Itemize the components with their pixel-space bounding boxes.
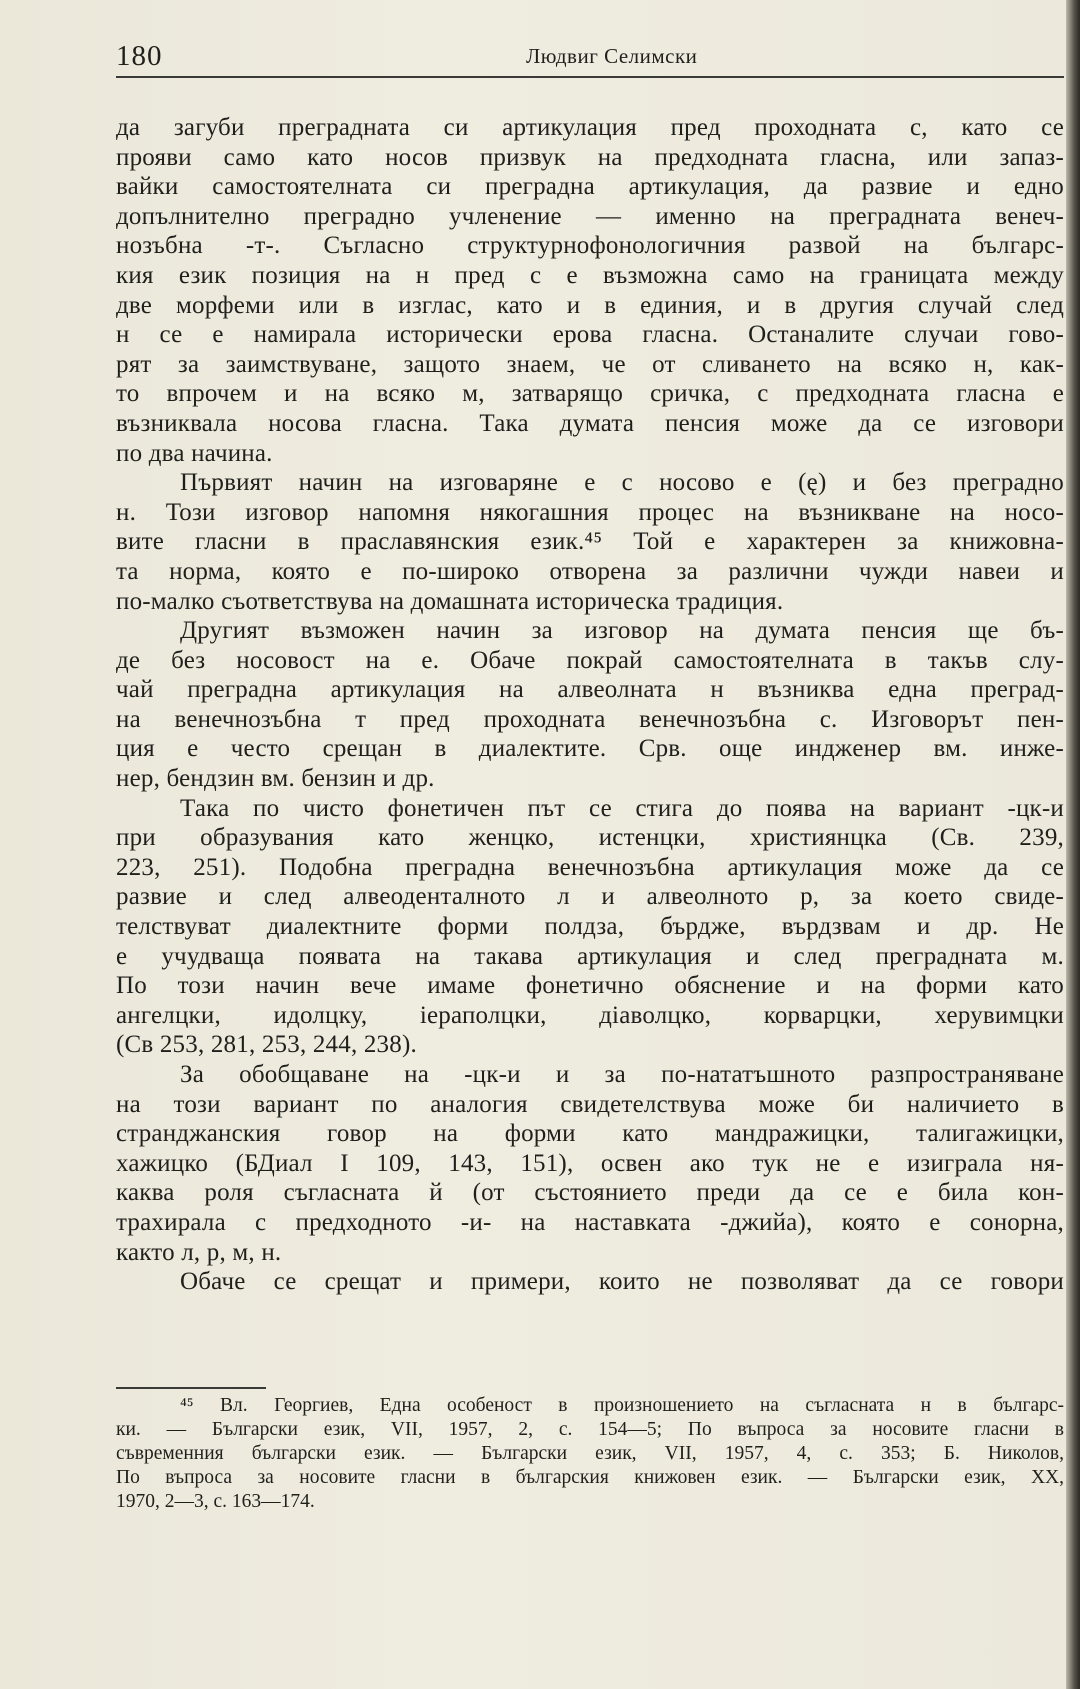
text-line: възниквала носова гласна. Така думата пенсия може да се изговори [116, 409, 1064, 437]
text-line: да загуби преградната си артикулация пред проходната с, като се [116, 114, 1064, 141]
paragraph-start: За обобщаване на -цк-и и за по-нататъшното разпространяване [180, 1061, 1064, 1088]
running-head: Людвиг Селимски [526, 44, 698, 68]
footnote-line: 1970, 2—3, с. 163—174. [116, 1491, 315, 1512]
text-line: при образувания като женцко, истенцки, християнцка (Св. 239, [116, 824, 1064, 852]
footnote-rule [116, 1387, 266, 1389]
text-line: н. Този изговор напомня някогашния процес на възникване на носо- [116, 498, 1064, 526]
footnote [116, 1394, 1064, 1514]
footnote-line: ⁴⁵ Вл. Георгиев, Една особеност в произношението на съгласната н в българс- [180, 1395, 1064, 1416]
header-rule [116, 76, 1064, 78]
text-line: де без носовост на е. Обаче покрай самостоятелната в такъв слу- [116, 646, 1064, 674]
text-line: развие и след алвеоденталното л и алвеолното р, за което свиде- [116, 883, 1064, 911]
text-line: по два начина. [116, 439, 273, 467]
text-line: н се е намирала исторически ерова гласна. Останалите случаи гово- [116, 321, 1064, 349]
text-line: (Св 253, 281, 253, 244, 238). [116, 1031, 417, 1059]
text-line: нер, бендзин вм. бензин и др. [116, 765, 435, 793]
text-line: кия език позиция на н пред с е възможна само на границата между [116, 261, 1064, 289]
text-line: допълнително преградно учленение — именно на преградната венеч- [116, 202, 1064, 230]
text-line: та норма, която е по-широко отворена за различни чужди навеи и [116, 557, 1064, 585]
text-line: По този начин вече имаме фонетично обяснение и на форми като [116, 972, 1064, 1000]
text-line: рят за заимствуване, защото знаем, че от сливането на всяко н, как- [116, 350, 1064, 378]
text-line: е учудваща появата на такава артикулация и след преградната м. [116, 942, 1064, 970]
text-line: както л, р, м, н. [116, 1238, 282, 1266]
text-line: 223, 251). Подобна преградна венечнозъбна артикулация може да се [116, 853, 1064, 881]
text-line: по-малко съответствува на домашната историческа традиция. [116, 587, 784, 615]
footnote-line: ки. — Български език, VII, 1957, 2, с. 154—5; По въпроса за носовите гласни в [116, 1419, 1064, 1440]
body-text [116, 113, 1064, 1297]
page-edge-shadow [1066, 0, 1080, 1689]
text-line: ангелцки, идолцку, ieраполцки, дiаволцко, корварцки, херувимцки [116, 1001, 1064, 1029]
text-line: ция е често срещан в диалектите. Срв. още инджeнер вм. инже- [116, 735, 1064, 763]
footnote-line: По въпроса за носовите гласни в българския книжовен език. — Български език, XX, [116, 1467, 1064, 1488]
text-line: хажицко (БДиал I 109, 143, 151), освен ако тук не е изиграла ня- [116, 1149, 1064, 1177]
page-header [116, 40, 1066, 80]
text-line: чай преградна артикулация на алвеолната н възниква една преград- [116, 676, 1064, 704]
footnote-line: съвременния български език. — Български език, VII, 1957, 4, с. 353; Б. Николов, [116, 1443, 1064, 1464]
text-line: на венечнозъбна т пред проходната венечнозъбна с. Изговорът пен- [116, 705, 1064, 733]
paragraph-start: Така по чисто фонетичен път се стига до поява на вариант -цк-и [180, 794, 1064, 822]
text-line: трахирала с предходното -и- на наставката -джийа), която е сонорна, [116, 1208, 1064, 1236]
paragraph-start: Другият възможен начин за изговор на думата пенсия ще бъ- [180, 617, 1064, 645]
text-line: нозъбна -т-. Съгласно структурнофонологичния развой на българс- [116, 232, 1064, 260]
paragraph-start: Обаче се срещат и примери, които не позволяват да се говори [180, 1268, 1064, 1296]
text-line: странджанския говор на форми като мандражицки, талигажицки, [116, 1120, 1064, 1148]
text-line: прояви само като носов призвук на предходната гласна, или запаз- [116, 143, 1064, 171]
page-number: 180 [116, 40, 163, 72]
text-line: телствуват диалектните форми полдза, бърдже, върдзвам и др. Не [116, 913, 1064, 941]
text-line: вайки самостоятелната си преградна артикулация, да развие и едно [116, 173, 1064, 201]
paragraph-start: Първият начин на изговаряне е с носово е (ę) и без преградно [180, 469, 1064, 497]
text-line: то впрочем и на всяко м, затварящо сричка, с предходната гласна е [116, 380, 1064, 408]
text-line: две морфеми или в изглас, като и в единия, и в другия случай след [116, 291, 1064, 319]
text-line: на този вариант по аналогия свидетелствува може би наличието в [116, 1090, 1064, 1118]
text-line: каква роля съгласната й (от състоянието преди да се е била кон- [116, 1179, 1064, 1207]
text-line: вите гласни в праславянския език.⁴⁵ Той е характерен за книжовна- [116, 528, 1064, 556]
